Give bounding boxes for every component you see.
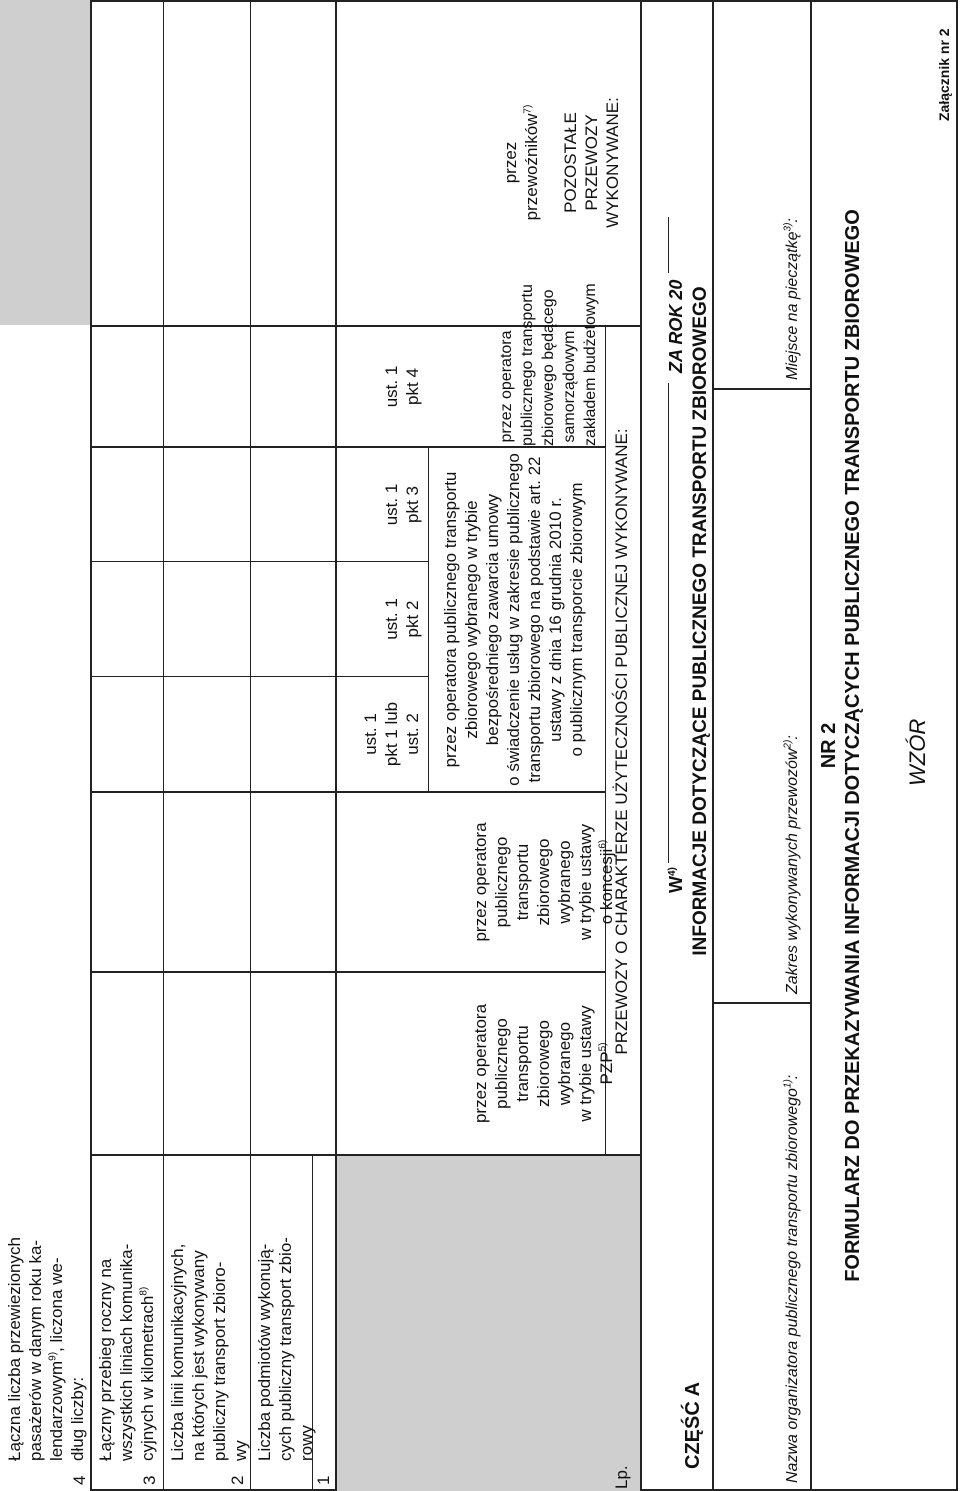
col-budget-line-3: samorządowym (561, 330, 578, 443)
col-pzp-line-0: przez operatora (471, 1003, 490, 1124)
row-4-label: Łączna liczba przewiezionych pasażerów w danym roku ka- lendarzowym$^{9)}$, liczona we- dług liczby: (5, 1237, 87, 1461)
wzor-label: WZÓR (905, 718, 930, 786)
col-carriers-line-0: przez (501, 141, 520, 184)
row-3-lp: 3 (140, 1475, 159, 1485)
col-pzp-line-3: zbiorowego (534, 1020, 553, 1107)
col-pzp-line-5: w trybie ustawy (576, 1005, 595, 1122)
col-budget-line-0: przez operatora (498, 330, 515, 443)
col-pzp-line-1: publicznego (492, 1018, 511, 1109)
form-title: FORMULARZ DO PRZEKAZYWANIA INFORMACJI DOTYCZĄCYCH PUBLICZNEGO TRANSPORTU ZBIOROWEGO (842, 209, 864, 1282)
col-koncesja-line-2: transportu (513, 843, 532, 921)
col-koncesja-line-last: o koncesji$^{6)}$ (597, 839, 616, 925)
col-pzp-line-2: transportu (513, 1025, 532, 1102)
col-direct-header (440, 448, 587, 791)
col-budget-line-4: zakładem budżetowym (582, 283, 599, 446)
col-pzp-header (470, 973, 617, 1154)
subcol-1: ust. 1 pkt 1 lub ust. 2 (361, 701, 422, 767)
form-number: NR 2 (818, 722, 840, 769)
col-budget-header (496, 283, 601, 446)
subcol-3: ust. 1 pkt 3 (382, 483, 422, 526)
col-direct-line-3: o świadczenie usług w zakresie publicznego (504, 453, 523, 786)
col-carriers-line-1: przewoźników$^{7)}$ (522, 104, 541, 221)
col-direct-line-1: zbiorowego wybranego w trybie (462, 500, 481, 739)
col-budget-line-1: publicznego transportu (519, 284, 536, 446)
col-direct-line-5: ustawy z dnia 16 grudnia 2010 r. (546, 497, 565, 742)
col-koncesja-line-4: wybranego (555, 840, 574, 924)
col-direct-line-0: przez operatora publicznego transportu (441, 471, 460, 768)
row-1-lp: 1 (314, 1475, 333, 1485)
organizer-label: Nazwa organizatora publicznego transportu zbiorowego$^{1)}$: (782, 1074, 801, 1483)
lp-header-gray (335, 1156, 640, 1491)
annex-label: Załącznik nr 2 (936, 28, 952, 121)
subcol-4: ust. 1 pkt 4 (382, 365, 422, 408)
stamp-label: Miejsce na pieczątkę$^{3)}$: (782, 218, 801, 380)
row-3-label: Łączny przebieg roczny na wszystkich liniach komunika- cyjnych w kilometrach$^{8)}$ (96, 1243, 157, 1461)
col-koncesja-line-0: przez operatora (471, 822, 490, 942)
col-direct-line-2: bezpośredniego zawarcia umowy (483, 493, 502, 746)
lp-header: Lp. (612, 1465, 631, 1489)
col-koncesja-line-1: publicznego (492, 836, 511, 928)
row-2-lp: 2 (228, 1475, 247, 1485)
info-title: INFORMACJE DOTYCZĄCE PUBLICZNEGO TRANSPORTU ZBIOROWEGO (690, 286, 711, 956)
part-label: CZĘŚĆ A (682, 1381, 704, 1469)
row-4-lp: 4 (70, 1475, 89, 1485)
row-4-gray (0, 0, 90, 325)
col-direct-line-4: transportu zbiorowego na podstawie art. 22 (525, 456, 544, 783)
col-direct-line-6: o publicznym transporcie zbiorowym (567, 482, 586, 757)
col-koncesja-line-5: w trybie ustawy (576, 823, 595, 941)
w-label: $W^{4)}$ (666, 867, 686, 893)
scope-label: Zakres wykonywanych przewozów$^{2)}$: (782, 735, 801, 994)
col-koncesja-line-3: zbiorowego (534, 838, 553, 926)
col-budget-line-2: zbiorowego będącego (540, 289, 557, 446)
subcol-2: ust. 1 pkt 2 (382, 598, 422, 640)
public-header: PRZEWOZY O CHARAKTERZE UŻYTECZNOŚCI PUBLICZNEJ WYKONYWANE: (612, 428, 631, 1055)
col-koncesja-header (470, 793, 617, 971)
za-rok-label: ZA ROK 20 (666, 279, 686, 373)
other-header: POZOSTAŁE PRZEWOZY WYKONYWANE: (561, 97, 622, 228)
col-carriers-header (500, 0, 542, 325)
row-2-label: Liczba linii komunikacyjnych, na których jest wykonywany publiczny transport zbioro- wy (168, 1243, 250, 1461)
col-pzp-line-4: wybranego (555, 1021, 574, 1106)
row-1-label: Liczba podmiotów wykonują- cych publiczny transport zbio- rowy (255, 1237, 316, 1461)
col-pzp-line-last: PZP$^{5)}$ (597, 1042, 616, 1085)
